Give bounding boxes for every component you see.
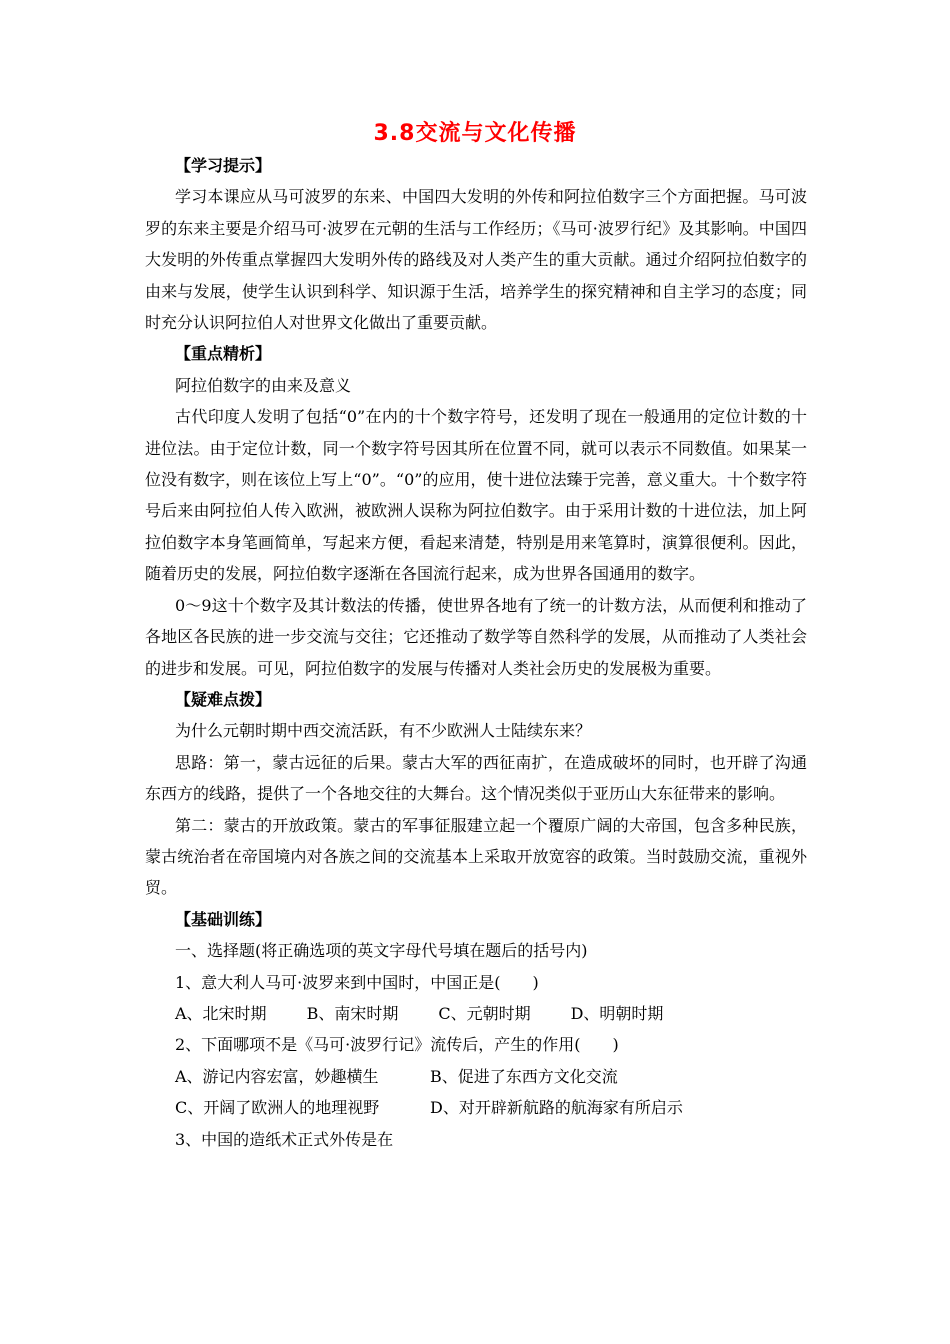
question-2-options-row-1 xyxy=(175,1061,807,1092)
difficulty-paragraph-1: 思路：第一，蒙古远征的后果。蒙古大军的西征南扩，在造成破坏的同时，也开辟了沟通东西方的线路，提供了一个各地交往的大舞台。这个情况类似于亚历山大东征带来的影响。 xyxy=(145,752,807,804)
question-1-option-c: C、元朝时期 xyxy=(438,1003,531,1023)
tips-paragraph: 学习本课应从马可波罗的东来、中国四大发明的外传和阿拉伯数字三个方面把握。马可波罗的东来主要是介绍马可·波罗在元朝的生活与工作经历；《马可·波罗行纪》及其影响。中国四大发明的外传重点掌握四大发明外传的路线及对人类产生的重大贡献。通过介绍阿拉伯数字的由来与发展，使学生认识到科学、知识源于生活，培养学生的探究精神和自主学习的态度；同时充分认识阿拉伯人对世界文化做出了重要贡献。 xyxy=(145,187,807,333)
key-subtitle: 阿拉伯数字的由来及意义 xyxy=(175,375,352,395)
question-1-option-a: A、北宋时期 xyxy=(175,1003,267,1023)
question-2-option-d: D、对开辟新航路的航海家有所启示 xyxy=(430,1098,683,1118)
exercise-instruction: 一、选择题(将正确选项的英文字母代号填在题后的括号内) xyxy=(175,941,588,961)
section-heading-difficulty: 【疑难点拨】 xyxy=(175,689,272,709)
question-2: 2、下面哪项不是《马可·波罗行记》流传后，产生的作用( ) xyxy=(175,1035,619,1055)
question-1-option-d: D、明朝时期 xyxy=(570,1003,664,1023)
section-heading-key: 【重点精析】 xyxy=(175,344,272,364)
section-heading-tips: 【学习提示】 xyxy=(175,156,272,175)
question-2-option-a: A、游记内容宏富，妙趣横生 xyxy=(175,1066,379,1086)
section-heading-basics: 【基础训练】 xyxy=(175,909,272,929)
question-2-option-b: B、促进了东西方文化交流 xyxy=(430,1066,618,1086)
difficulty-paragraph-2: 第二：蒙古的开放政策。蒙古的军事征服建立起一个覆原广阔的大帝国，包含多种民族，蒙古统治者在帝国境内对各族之间的交流基本上采取开放宽容的政策。当时鼓励交流，重视外贸。 xyxy=(145,815,807,898)
question-1-option-b: B、南宋时期 xyxy=(306,1003,399,1023)
key-paragraph-1: 古代印度人发明了包括“0”在内的十个数字符号，还发明了现在一般通用的定位计数的十进位法。由于定位计数，同一个数字符号因其所在位置不同，就可以表示不同数值。如果某一位没有数字，则在该位上写上“0”。“0”的应用，使十进位法臻于完善，意义重大。十个数字符号后来由阿拉伯人传入欧洲，被欧洲人误称为阿拉伯数字。由于采用计数的十进位法，加上阿拉伯数字本身笔画简单，写起来方便，看起来清楚，特别是用来笔算时，演算很便利。因此，随着历史的发展，阿拉伯数字逐渐在各国流行起来，成为世界各国通用的数字。 xyxy=(145,407,807,584)
question-1: 1、意大利人马可·波罗来到中国时，中国正是( ) xyxy=(175,972,539,992)
difficulty-question: 为什么元朝时期中西交流活跃，有不少欧洲人士陆续东来？ xyxy=(175,721,592,741)
question-2-options-row-2 xyxy=(175,1092,807,1123)
document-title: 3.8交流与文化传播 xyxy=(373,121,577,146)
question-1-options xyxy=(175,998,807,1029)
question-2-option-c: C、开阔了欧洲人的地理视野 xyxy=(175,1098,380,1118)
question-3: 3、中国的造纸术正式外传是在 xyxy=(175,1129,394,1149)
document-body xyxy=(145,150,807,1155)
key-paragraph-2: 0～9这十个数字及其计数法的传播，使世界各地有了统一的计数方法，从而便利和推动了各地区各民族的进一步交流与交往；它还推动了数学等自然科学的发展，从而推动了人类社会的进步和发展。可见，阿拉伯数字的发展与传播对人类社会历史的发展极为重要。 xyxy=(145,595,807,678)
